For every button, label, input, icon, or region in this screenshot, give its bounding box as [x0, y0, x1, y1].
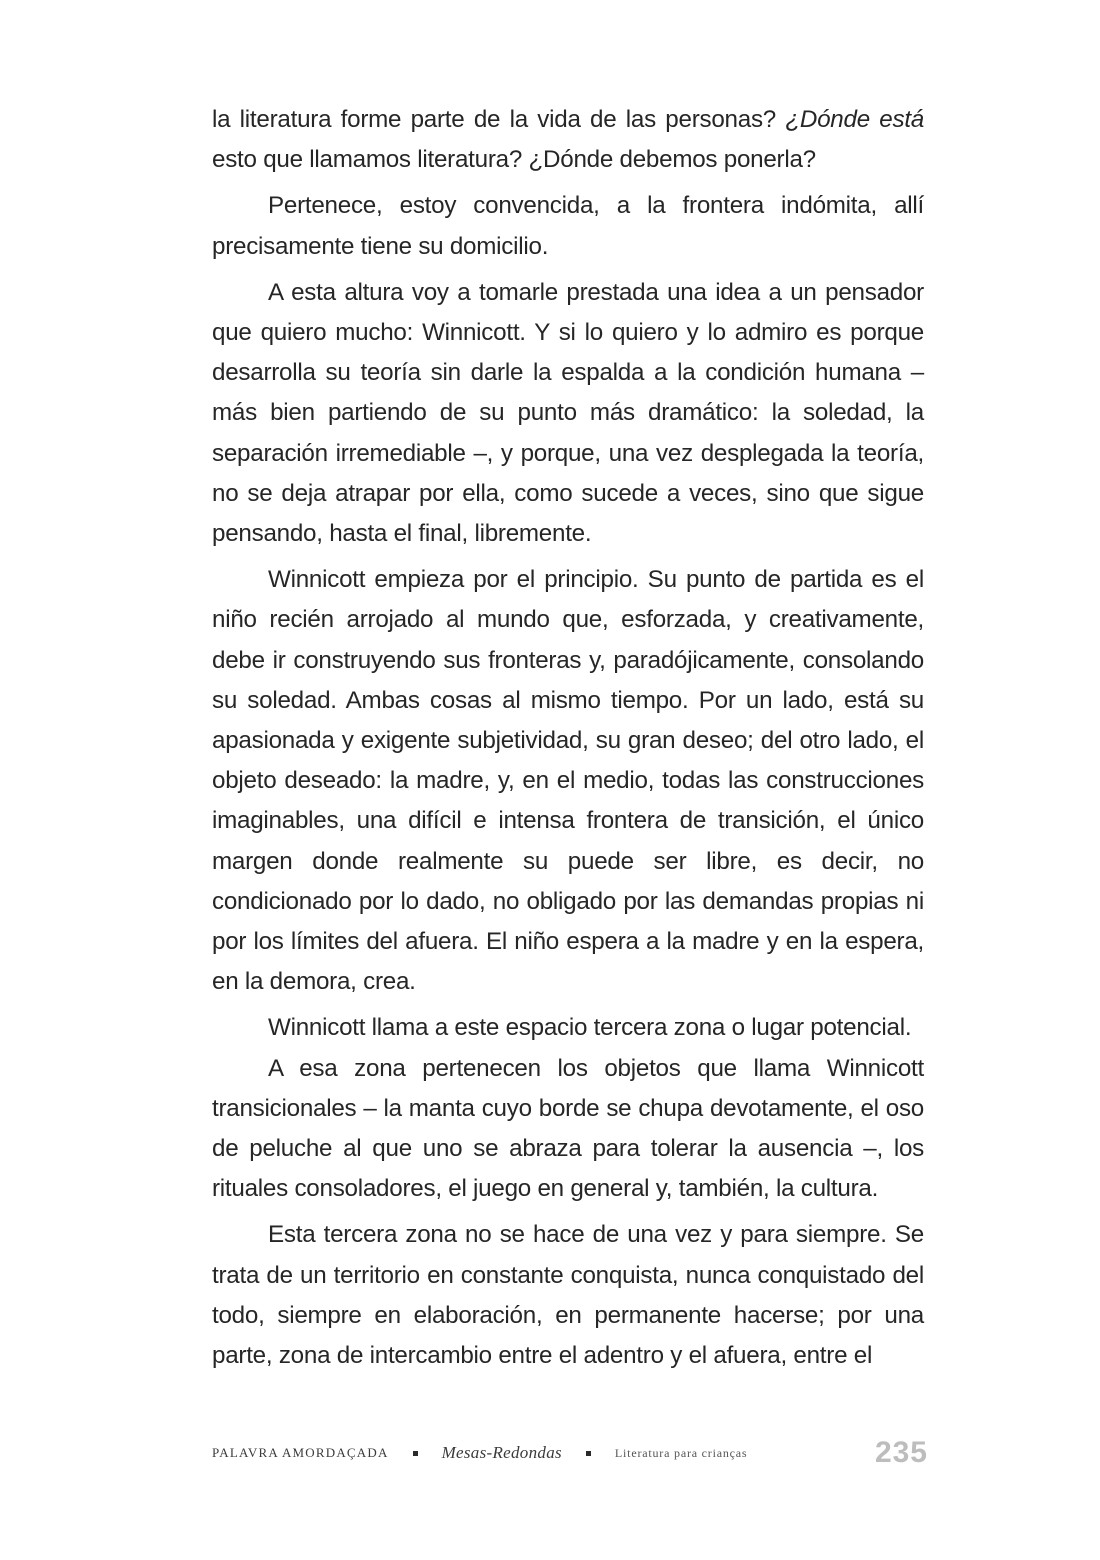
paragraph-1-text-b: esto que llamamos literatura? ¿Dónde debemos ponerla?: [212, 146, 816, 174]
footer-section-title: Mesas-Redondas: [441, 1443, 562, 1462]
page-number: 235: [874, 1436, 928, 1469]
paragraph-1: [212, 100, 924, 180]
paragraph-1-text-a: la literatura forme parte de la vida de las personas?: [212, 106, 786, 133]
paragraph-5: Winnicott llama a este espacio tercera zona o lugar potencial.: [268, 1014, 912, 1042]
paragraph-2: Pertenece, estoy convencida, a la frontera indómita, allí precisamente tiene su domicilio.: [212, 192, 924, 260]
paragraph-4: Winnicott empieza por el principio. Su punto de partida es el niño recién arrojado al mundo que, esforzada, y creativamente, debe ir construyendo sus fronteras y, paradójicamente, consolando su soledad. Ambas cosas al mismo tiempo. Por un lado, está su apasionada y exigente subjetividad, su gran deseo; del otro lado, el objeto deseado: la madre, y, en el medio, todas las construcciones imaginables, una difícil e intensa frontera de transición, el único margen donde realmente su puede ser libre, es decir, no condicionado por lo dado, no obligado por las demandas propias ni por los límites del afuera. El niño espera a la madre y en la espera, en la demora, crea.: [212, 566, 924, 996]
footer-bullet-icon: [413, 1451, 418, 1456]
page-footer: [212, 1436, 928, 1470]
footer-bullet-icon: [586, 1451, 591, 1456]
paragraph-1-italic: ¿Dónde está: [785, 106, 924, 133]
paragraph-6: A esa zona pertenecen los objetos que llama Winnicott transicionales – la manta cuyo borde se chupa devotamente, el oso de peluche al que uno se abraza para tolerar la ausencia –, los rituales consoladores, el juego en general y, también, la cultura.: [212, 1054, 924, 1203]
footer-series-title: PALAVRA AMORDAÇADA: [212, 1445, 389, 1460]
footer-subject-title: Literatura para crianças: [614, 1445, 748, 1460]
page-body: [212, 100, 924, 1376]
paragraph-3: A esta altura voy a tomarle prestada una idea a un pensador que quiero mucho: Winnicott. Y si lo quiero y lo admiro es porque desarrolla su teoría sin darle la espalda a la condición humana – más bien partiendo de su punto más dramático: la soledad, la separación irremediable –, y porque, una vez desplegada la teoría, no se deja atrapar por ella, como sucede a veces, sino que sigue pensando, hasta el final, libremente.: [212, 278, 924, 548]
paragraph-7: Esta tercera zona no se hace de una vez y para siempre. Se trata de un territorio en constante conquista, nunca conquistado del todo, siempre en elaboración, en permanente hacerse; por una parte, zona de intercambio entre el adentro y el afuera, entre el: [212, 1221, 924, 1370]
